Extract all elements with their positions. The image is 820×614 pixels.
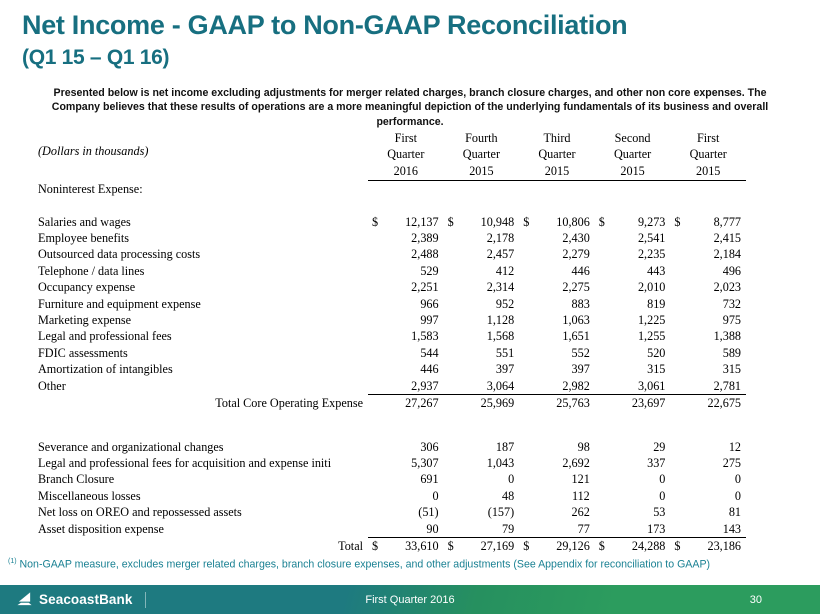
value-cell: 2,023 — [713, 280, 741, 295]
value-cell: 143 — [685, 521, 746, 538]
value-cell: 0 — [734, 488, 741, 503]
value-cell: 397 — [571, 362, 590, 377]
value-cell: 24,288 — [631, 538, 666, 553]
dollar-sign-cell — [670, 488, 685, 504]
dollar-sign-cell — [368, 378, 383, 395]
value-cell: 2,251 — [411, 280, 439, 295]
value-cell: 1,255 — [637, 329, 666, 344]
dollar-sign-cell — [595, 378, 610, 395]
value-cell: 552 — [571, 345, 590, 360]
dollar-sign-cell — [519, 455, 534, 471]
dollar-sign-cell: $ — [674, 538, 681, 553]
dollar-sign-cell — [519, 439, 534, 455]
reconciliation-table-wrap — [38, 130, 746, 554]
value-cell: 0 — [659, 472, 666, 487]
dollar-sign-cell — [519, 504, 534, 520]
value-cell: 819 — [647, 296, 666, 311]
row-label: Branch Closure — [38, 472, 115, 487]
row-label: Furniture and equipment expense — [38, 296, 201, 311]
table-row — [38, 312, 746, 328]
value-cell: 48 — [502, 488, 515, 503]
page-subtitle: (Q1 15 – Q1 16) — [22, 46, 170, 69]
dollar-sign-cell — [368, 279, 383, 295]
value-cell: 966 — [420, 296, 439, 311]
dollar-sign-cell — [670, 230, 685, 246]
value-cell: 77 — [534, 521, 595, 538]
row-label: Occupancy expense — [38, 280, 136, 295]
table-row — [38, 361, 746, 377]
value-cell: 496 — [722, 263, 741, 278]
dollar-sign-cell — [670, 471, 685, 487]
value-cell: 1,388 — [713, 329, 741, 344]
dollar-sign-cell — [670, 521, 685, 538]
dollar-sign-cell — [368, 345, 383, 361]
page-number: 30 — [749, 593, 762, 606]
value-cell: 2,389 — [411, 231, 439, 246]
dollar-sign-cell — [519, 312, 534, 328]
value-cell: 2,488 — [411, 247, 439, 262]
value-cell: 1,063 — [562, 313, 590, 328]
row-label: Asset disposition expense — [38, 522, 164, 537]
row-label: Legal and professional fees for acquisition and expense initi — [38, 455, 332, 470]
dollar-sign-cell — [444, 230, 459, 246]
value-cell: 1,568 — [486, 329, 515, 344]
value-cell: 81 — [728, 505, 741, 520]
value-cell: 2,430 — [562, 231, 590, 246]
dollar-sign-cell — [670, 263, 685, 279]
dollar-sign-cell — [595, 312, 610, 328]
table-row — [38, 181, 746, 198]
dollar-sign-cell — [670, 328, 685, 344]
value-cell: 29,126 — [556, 538, 590, 553]
value-cell: 883 — [571, 296, 590, 311]
value-cell: 9,273 — [637, 214, 666, 229]
value-cell: 2,457 — [486, 247, 515, 262]
value-cell: 1,583 — [411, 329, 439, 344]
value-cell: 315 — [722, 362, 741, 377]
value-cell: 397 — [495, 362, 515, 377]
value-cell: 0 — [659, 488, 666, 503]
value-cell: 3,064 — [459, 378, 520, 395]
column-header-1: First Quarter 2016 — [368, 130, 444, 181]
dollar-sign-cell — [670, 246, 685, 262]
dollar-sign-cell — [368, 488, 383, 504]
row-label: Employee benefits — [38, 231, 130, 246]
value-cell: 8,777 — [713, 214, 741, 229]
dollar-sign-cell — [595, 455, 610, 471]
brand-name: SeacoastBank — [39, 592, 133, 607]
table-row — [38, 328, 746, 344]
dollar-sign-cell — [444, 246, 459, 262]
table-row — [38, 488, 746, 504]
table-row — [38, 412, 746, 439]
dollar-sign-cell — [368, 395, 383, 412]
table-row — [38, 230, 746, 246]
dollar-sign-cell — [444, 395, 459, 412]
value-cell: 589 — [722, 345, 741, 360]
table-header-row — [38, 130, 746, 181]
column-header-5: First Quarter 2015 — [670, 130, 746, 181]
value-cell: 1,225 — [637, 313, 666, 328]
dollar-sign-cell — [368, 263, 383, 279]
value-cell: 732 — [722, 296, 741, 311]
table-head — [38, 130, 746, 181]
footnote-superscript: (1) — [8, 558, 17, 565]
value-cell: 25,969 — [480, 396, 515, 411]
dollar-sign-cell — [444, 455, 459, 471]
value-cell: 262 — [571, 505, 590, 520]
value-cell: 10,806 — [556, 214, 590, 229]
table-row — [38, 198, 746, 214]
dollar-sign-cell: $ — [523, 538, 530, 553]
row-label: Miscellaneous losses — [38, 488, 141, 503]
dollar-sign-cell — [519, 378, 534, 395]
value-cell: 337 — [647, 455, 666, 470]
dollar-sign-cell — [368, 521, 383, 538]
footnote — [8, 558, 812, 571]
value-cell: 2,692 — [562, 455, 590, 470]
value-cell: 443 — [647, 263, 666, 278]
value-cell: 2,314 — [486, 280, 515, 295]
dollar-sign-cell: $ — [447, 214, 454, 229]
value-cell: 12 — [728, 439, 741, 454]
dollar-sign-cell — [444, 312, 459, 328]
table-row — [38, 345, 746, 361]
row-label: Severance and organizational changes — [38, 439, 224, 454]
dollar-sign-cell — [368, 439, 383, 455]
column-header-2: Fourth Quarter 2015 — [444, 130, 520, 181]
dollar-sign-cell — [670, 312, 685, 328]
value-cell: 10,948 — [480, 214, 515, 229]
value-cell: 98 — [577, 439, 590, 454]
dollar-sign-cell — [519, 230, 534, 246]
table-row — [38, 214, 746, 230]
value-cell: 53 — [653, 505, 666, 520]
row-label: Outsourced data processing costs — [38, 247, 201, 262]
dollars-in-thousands-note: (Dollars in thousands) — [38, 143, 149, 158]
value-cell: 529 — [420, 263, 439, 278]
value-cell: 173 — [610, 521, 671, 538]
seacoast-logo-icon — [16, 591, 33, 608]
dollar-sign-cell — [519, 279, 534, 295]
value-cell: 0 — [508, 472, 515, 487]
table-row — [38, 296, 746, 312]
value-cell: 90 — [383, 521, 444, 538]
row-label: Total — [338, 538, 363, 553]
value-cell: 2,178 — [486, 231, 515, 246]
row-label: FDIC assessments — [38, 345, 128, 360]
table-row — [38, 378, 746, 395]
dollar-sign-cell — [444, 279, 459, 295]
dollar-sign-cell — [519, 246, 534, 262]
dollar-sign-cell — [368, 361, 383, 377]
dollar-sign-cell: $ — [372, 538, 379, 553]
reconciliation-table — [38, 130, 746, 554]
value-cell: 997 — [420, 313, 439, 328]
value-cell: 29 — [653, 439, 666, 454]
value-cell: 5,307 — [411, 455, 439, 470]
value-cell: 446 — [571, 263, 590, 278]
dollar-sign-cell — [519, 345, 534, 361]
dollar-sign-cell — [595, 296, 610, 312]
brand — [0, 591, 220, 608]
dollar-sign-cell — [444, 439, 459, 455]
dollar-sign-cell — [670, 504, 685, 520]
total-row — [38, 395, 746, 412]
value-cell: 27,169 — [480, 538, 515, 553]
dollar-sign-cell — [444, 504, 459, 520]
dollar-sign-cell — [368, 328, 383, 344]
dollar-sign-cell — [519, 296, 534, 312]
dollar-sign-cell: $ — [447, 538, 454, 553]
dollar-sign-cell: $ — [372, 214, 379, 229]
value-cell: 691 — [420, 472, 439, 487]
value-cell: 2,982 — [534, 378, 595, 395]
row-label: Salaries and wages — [38, 214, 131, 229]
dollar-sign-cell — [368, 230, 383, 246]
dollar-sign-cell — [595, 504, 610, 520]
row-label: Marketing expense — [38, 313, 132, 328]
dollar-sign-cell: $ — [598, 214, 605, 229]
dollar-sign-cell — [444, 361, 459, 377]
footer-divider — [145, 592, 146, 608]
value-cell: 544 — [420, 345, 439, 360]
value-cell: 2,541 — [637, 231, 666, 246]
value-cell: 2,937 — [383, 378, 444, 395]
footnote-text: Non-GAAP measure, excludes merger related charges, branch closure expenses, and other adjustments (See Appendix for reconciliation to GAAP) — [16, 558, 711, 571]
dollar-sign-cell — [595, 471, 610, 487]
dollar-sign-cell — [444, 328, 459, 344]
dollar-sign-cell — [595, 361, 610, 377]
dollar-sign-cell: $ — [674, 214, 681, 229]
value-cell: 1,043 — [486, 455, 515, 470]
value-cell: 2,415 — [713, 231, 741, 246]
row-label: Other — [38, 379, 66, 394]
dollar-sign-cell — [519, 521, 534, 538]
value-cell: 22,675 — [707, 396, 741, 411]
dollar-sign-cell — [519, 395, 534, 412]
value-cell: 23,186 — [707, 538, 741, 553]
dollar-sign-cell — [519, 361, 534, 377]
value-cell: 275 — [722, 455, 741, 470]
table-row — [38, 471, 746, 487]
value-cell: 551 — [495, 345, 515, 360]
value-cell: (157) — [487, 505, 515, 520]
dollar-sign-cell — [444, 263, 459, 279]
footer-bar — [0, 585, 820, 614]
dollar-sign-cell — [444, 345, 459, 361]
intro-paragraph: Presented below is net income excluding adjustments for merger related charges, branch closure charges, and other non core expenses. The Company believes that these results of operations are a more meaningful depiction of the underlying fundamentals of its business and overall performance. — [51, 87, 769, 128]
dollar-sign-cell — [519, 328, 534, 344]
page-title: Net Income - GAAP to Non-GAAP Reconciliation — [22, 10, 628, 40]
dollar-sign-cell — [670, 378, 685, 395]
value-cell: 187 — [495, 439, 515, 454]
value-cell: 33,610 — [405, 538, 439, 553]
value-cell: 2,235 — [637, 247, 666, 262]
value-cell: 412 — [495, 263, 515, 278]
dollar-sign-cell: $ — [598, 538, 605, 553]
value-cell: 27,267 — [405, 396, 439, 411]
dollar-sign-cell — [670, 395, 685, 412]
spacer-cell — [38, 198, 746, 214]
table-row — [38, 504, 746, 520]
value-cell: 315 — [647, 362, 666, 377]
column-header-3: Third Quarter 2015 — [519, 130, 595, 181]
dollar-sign-cell — [519, 263, 534, 279]
row-label: Telephone / data lines — [38, 263, 145, 278]
value-cell: 0 — [432, 488, 439, 503]
value-cell: 0 — [734, 472, 741, 487]
dollar-sign-cell — [595, 230, 610, 246]
table-row — [38, 263, 746, 279]
dollar-sign-cell — [444, 488, 459, 504]
footer-center-text: First Quarter 2016 — [365, 593, 455, 606]
table-row — [38, 439, 746, 455]
value-cell: 25,763 — [556, 396, 590, 411]
dollar-sign-cell — [368, 246, 383, 262]
dollar-sign-cell — [670, 361, 685, 377]
value-cell: 3,061 — [610, 378, 671, 395]
spacer-cell — [38, 412, 746, 439]
value-cell: 2,279 — [562, 247, 590, 262]
dollar-sign-cell — [368, 312, 383, 328]
value-cell: 2,010 — [637, 280, 666, 295]
dollar-sign-cell — [670, 296, 685, 312]
value-cell: 520 — [647, 345, 666, 360]
table-row — [38, 521, 746, 538]
table-row — [38, 246, 746, 262]
value-cell: 952 — [495, 296, 515, 311]
total-row — [38, 537, 746, 554]
value-cell: 446 — [420, 362, 439, 377]
value-cell: 306 — [420, 439, 439, 454]
section-heading: Noninterest Expense: — [38, 182, 143, 197]
value-cell: 121 — [571, 472, 590, 487]
dollar-sign-cell — [444, 521, 459, 538]
dollar-sign-cell — [595, 488, 610, 504]
dollar-sign-cell — [595, 263, 610, 279]
column-header-4: Second Quarter 2015 — [595, 130, 671, 181]
row-label: Amortization of intangibles — [38, 362, 173, 377]
dollar-sign-cell — [595, 395, 610, 412]
dollar-sign-cell — [595, 521, 610, 538]
value-cell: 975 — [722, 313, 741, 328]
dollar-sign-cell — [368, 504, 383, 520]
row-label: Total Core Operating Expense — [215, 396, 363, 411]
dollar-sign-cell — [595, 246, 610, 262]
value-cell: 79 — [459, 521, 520, 538]
dollar-sign-cell — [444, 296, 459, 312]
value-cell: 2,184 — [713, 247, 741, 262]
dollar-sign-cell — [368, 471, 383, 487]
value-cell: 112 — [571, 488, 590, 503]
dollar-sign-cell — [670, 345, 685, 361]
dollar-sign-cell — [444, 378, 459, 395]
dollar-sign-cell — [595, 328, 610, 344]
dollar-sign-cell — [444, 471, 459, 487]
table-body — [38, 181, 746, 555]
dollar-sign-cell — [670, 455, 685, 471]
dollar-sign-cell — [368, 455, 383, 471]
value-cell: 1,651 — [562, 329, 590, 344]
dollar-sign-cell — [670, 279, 685, 295]
value-cell: (51) — [418, 505, 439, 520]
dollar-sign-cell — [519, 488, 534, 504]
row-label: Net loss on OREO and repossessed assets — [38, 505, 242, 520]
value-cell: 1,128 — [486, 313, 515, 328]
row-label: Legal and professional fees — [38, 329, 172, 344]
value-cell: 12,137 — [405, 214, 439, 229]
dollar-sign-cell — [595, 345, 610, 361]
dollar-sign-cell — [595, 279, 610, 295]
table-row — [38, 279, 746, 295]
value-cell: 23,697 — [631, 396, 666, 411]
dollar-sign-cell — [519, 471, 534, 487]
value-cell: 2,781 — [685, 378, 746, 395]
dollar-sign-cell — [670, 439, 685, 455]
dollar-sign-cell — [368, 296, 383, 312]
table-row — [38, 455, 746, 471]
dollar-sign-cell — [595, 439, 610, 455]
value-cell: 2,275 — [562, 280, 590, 295]
dollar-sign-cell: $ — [523, 214, 530, 229]
